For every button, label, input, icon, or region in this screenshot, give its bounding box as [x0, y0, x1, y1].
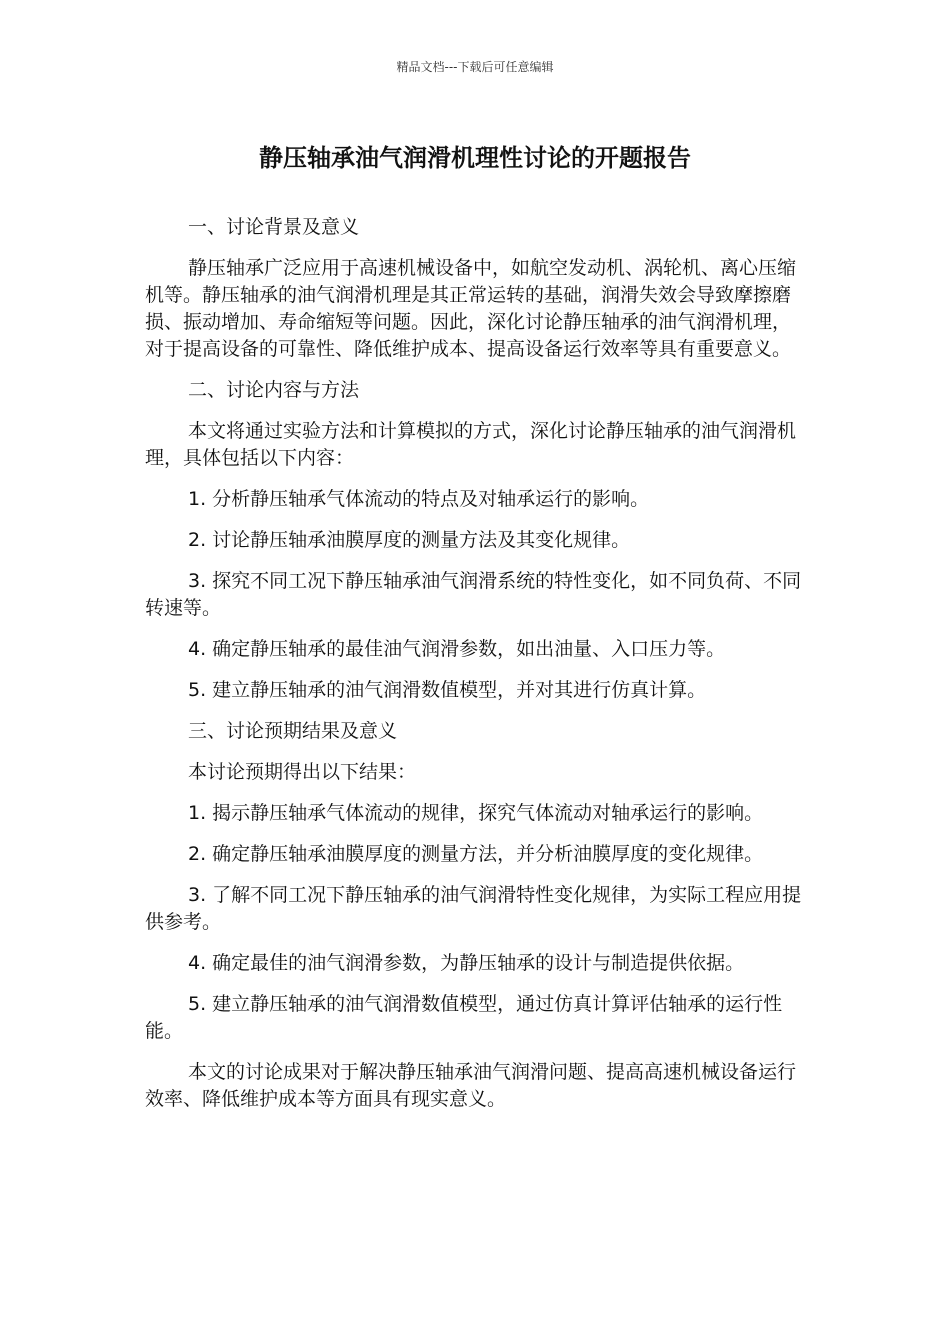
page-header: 精品文档---下载后可任意编辑: [396, 60, 554, 74]
section-heading-3: 三、讨论预期结果及意义: [188, 720, 398, 742]
result-item-5: 5. 建立静压轴承的油气润滑数值模型，通过仿真计算评估轴承的运行性能。: [145, 993, 783, 1042]
content-item-3: 3. 探究不同工况下静压轴承油气润滑系统的特性变化，如不同负荷、不同转速等。: [145, 570, 802, 619]
section-heading-2: 二、讨论内容与方法: [188, 379, 360, 401]
result-item-3: 3. 了解不同工况下静压轴承的油气润滑特性变化规律，为实际工程应用提供参考。: [145, 884, 802, 933]
background-paragraph: 静压轴承广泛应用于高速机械设备中，如航空发动机、涡轮机、离心压缩机等。静压轴承的油气润滑机理是其正常运转的基础，润滑失效会导致摩擦磨损、振动增加、寿命缩短等问题。因此，深化讨论静压轴承的油气润滑机理，对于提高设备的可靠性、降低维护成本、提高设备运行效率等具有重要意义。: [145, 257, 797, 360]
content-item-5: 5. 建立静压轴承的油气润滑数值模型，并对其进行仿真计算。: [188, 679, 707, 701]
document-title: 静压轴承油气润滑机理性讨论的开题报告: [259, 144, 691, 172]
content-item-2: 2. 讨论静压轴承油膜厚度的测量方法及其变化规律。: [188, 529, 631, 551]
method-intro-paragraph: 本文将通过实验方法和计算模拟的方式，深化讨论静压轴承的油气润滑机理，具体包括以下内容：: [145, 420, 797, 469]
content-item-4: 4. 确定静压轴承的最佳油气润滑参数，如出油量、入口压力等。: [188, 638, 726, 660]
result-item-4: 4. 确定最佳的油气润滑参数，为静压轴承的设计与制造提供依据。: [188, 952, 745, 974]
results-intro-paragraph: 本讨论预期得出以下结果：: [188, 761, 417, 783]
document-body: [145, 214, 807, 1127]
conclusion-paragraph: 本文的讨论成果对于解决静压轴承油气润滑问题、提高高速机械设备运行效率、降低维护成本等方面具有现实意义。: [145, 1061, 797, 1110]
content-item-1: 1. 分析静压轴承气体流动的特点及对轴承运行的影响。: [188, 488, 650, 510]
section-heading-1: 一、讨论背景及意义: [188, 216, 360, 238]
result-item-2: 2. 确定静压轴承油膜厚度的测量方法，并分析油膜厚度的变化规律。: [188, 843, 764, 865]
result-item-1: 1. 揭示静压轴承气体流动的规律，探究气体流动对轴承运行的影响。: [188, 802, 764, 824]
